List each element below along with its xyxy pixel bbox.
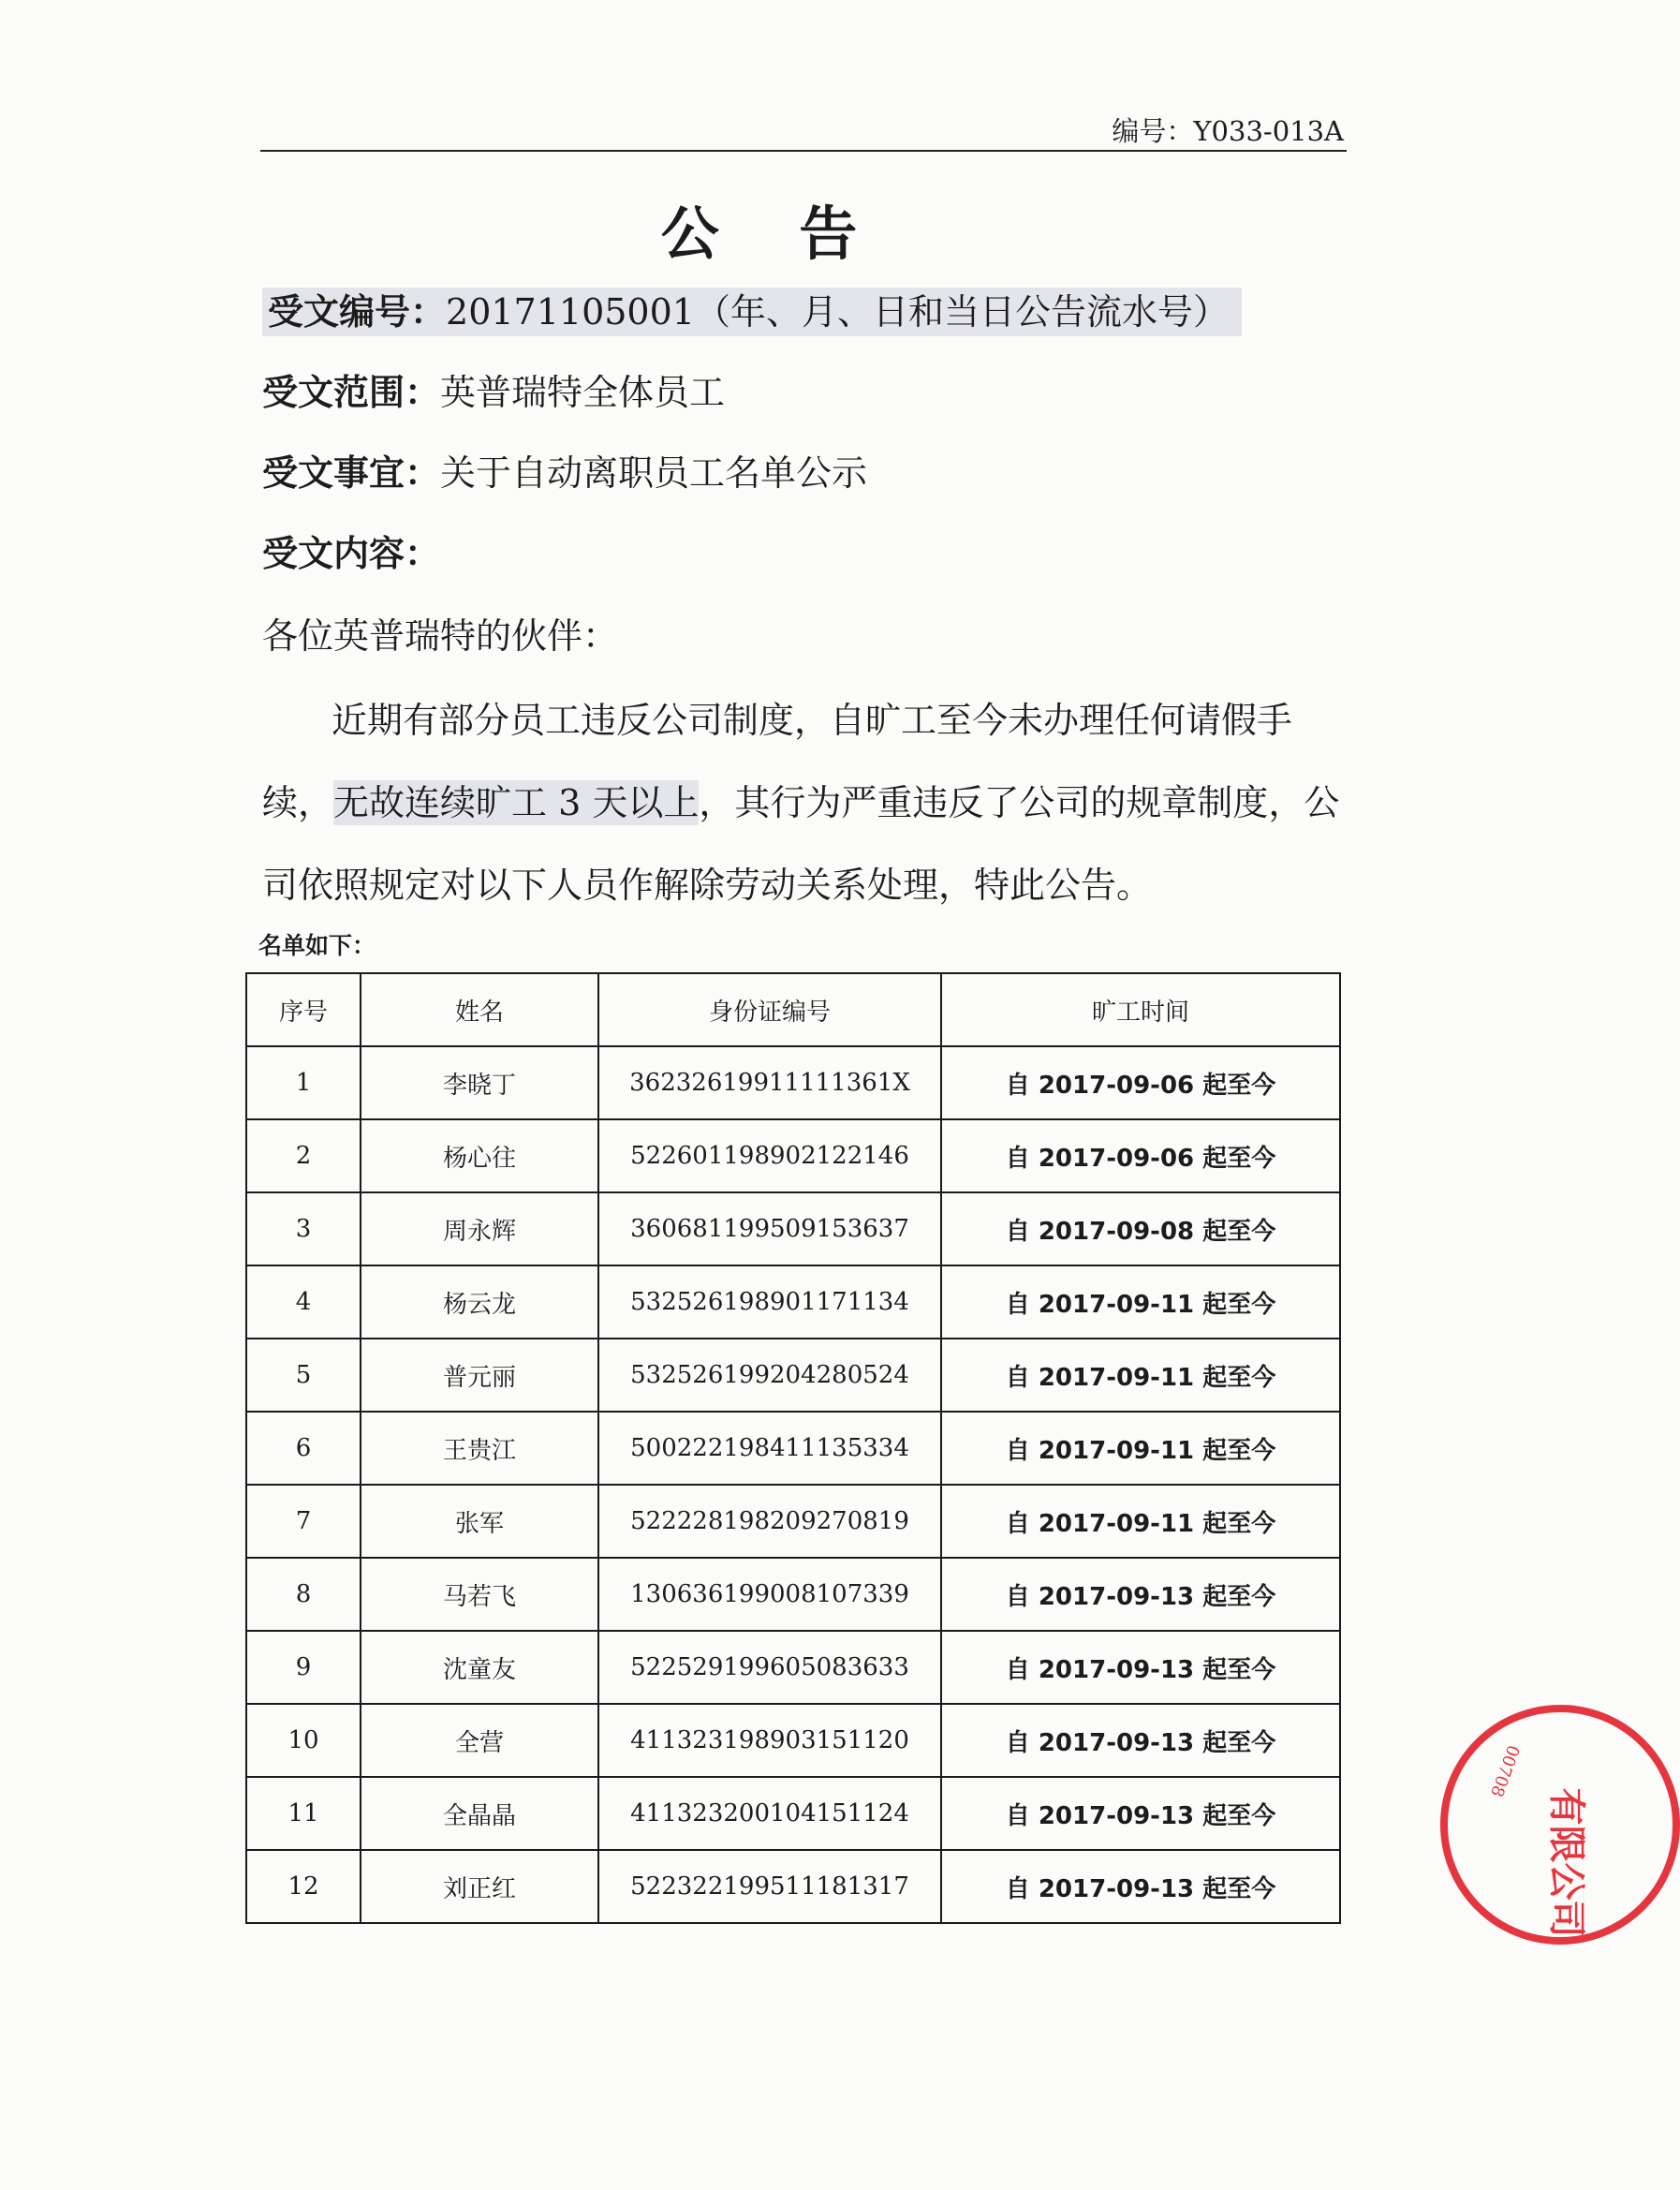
cell-index: 12: [246, 1850, 361, 1923]
cell-id-number: 36232619911111361X: [598, 1046, 941, 1119]
cell-name: 刘正红: [361, 1850, 598, 1923]
list-title: 名单如下：: [258, 932, 376, 959]
table-row: [246, 1265, 1340, 1339]
cell-index: 3: [246, 1192, 361, 1265]
cell-name: 杨心往: [361, 1119, 598, 1192]
scope-value: 英普瑞特全体员工: [440, 372, 726, 413]
body-line-3: 司依照规定对以下人员作解除劳动关系处理，特此公告。: [262, 865, 1153, 906]
cell-index: 1: [246, 1046, 361, 1119]
doc-id-highlight: [262, 288, 1242, 336]
cell-index: 9: [246, 1631, 361, 1704]
header-index: 序号: [246, 973, 361, 1046]
cell-absence-time: 自 2017-09-11 起至今: [941, 1412, 1340, 1485]
table-row: [246, 1558, 1340, 1631]
cell-absence-time: 自 2017-09-13 起至今: [941, 1850, 1340, 1923]
cell-name: 全晶晶: [361, 1777, 598, 1850]
cell-id-number: 522228198209270819: [598, 1485, 941, 1558]
header-rule: [260, 150, 1347, 152]
cell-name: 杨云龙: [361, 1265, 598, 1339]
cell-index: 5: [246, 1339, 361, 1412]
cell-absence-time: 自 2017-09-11 起至今: [941, 1339, 1340, 1412]
cell-name: 周永辉: [361, 1192, 598, 1265]
cell-index: 4: [246, 1265, 361, 1339]
cell-index: 2: [246, 1119, 361, 1192]
matter-value: 关于自动离职员工名单公示: [440, 452, 868, 494]
doc-id-label: 受文编号：: [268, 290, 447, 333]
cell-absence-time: 自 2017-09-08 起至今: [941, 1192, 1340, 1265]
cell-id-number: 532526198901171134: [598, 1265, 941, 1339]
table-row: [246, 1631, 1340, 1704]
cell-absence-time: 自 2017-09-13 起至今: [941, 1631, 1340, 1704]
page-title: 公 告: [660, 200, 888, 268]
cell-index: 11: [246, 1777, 361, 1850]
cell-id-number: 532526199204280524: [598, 1339, 941, 1412]
cell-id-number: 522322199511181317: [598, 1850, 941, 1923]
table-row: [246, 1704, 1340, 1777]
cell-name: 张军: [361, 1485, 598, 1558]
cell-index: 6: [246, 1412, 361, 1485]
cell-absence-time: 自 2017-09-13 起至今: [941, 1777, 1340, 1850]
cell-name: 沈童友: [361, 1631, 598, 1704]
cell-absence-time: 自 2017-09-13 起至今: [941, 1558, 1340, 1631]
table-row: [246, 1412, 1340, 1485]
body-line-2-end: ，其行为严重违反了公司的规章制度，公: [699, 782, 1340, 823]
cell-absence-time: 自 2017-09-11 起至今: [941, 1485, 1340, 1558]
matter-label: 受文事宜：: [262, 451, 441, 494]
cell-name: 王贵江: [361, 1412, 598, 1485]
scope-label: 受文范围：: [262, 371, 441, 413]
seal-text: 有限公司: [1544, 1787, 1589, 1938]
cell-id-number: 411323200104151124: [598, 1777, 941, 1850]
cell-id-number: 411323198903151120: [598, 1704, 941, 1777]
document-number: 编号：Y033-013A: [1112, 115, 1344, 147]
body-line-1: 近期有部分员工违反公司制度，自旷工至今未办理任何请假手: [332, 700, 1293, 741]
cell-name: 李晓丁: [361, 1046, 598, 1119]
cell-absence-time: 自 2017-09-13 起至今: [941, 1704, 1340, 1777]
table-header-row: [246, 973, 1340, 1046]
table-row: [246, 1119, 1340, 1192]
header-absence-time: 旷工时间: [941, 973, 1340, 1046]
cell-index: 7: [246, 1485, 361, 1558]
cell-id-number: 360681199509153637: [598, 1192, 941, 1265]
cell-name: 普元丽: [361, 1339, 598, 1412]
cell-absence-time: 自 2017-09-06 起至今: [941, 1119, 1340, 1192]
table-row: [246, 1485, 1340, 1558]
table-row: [246, 1192, 1340, 1265]
cell-index: 8: [246, 1558, 361, 1631]
table-row: [246, 1046, 1340, 1119]
greeting: 各位英普瑞特的伙伴：: [262, 615, 619, 657]
cell-name: 全营: [361, 1704, 598, 1777]
doc-id-row: [262, 283, 1242, 334]
cell-id-number: 500222198411135334: [598, 1412, 941, 1485]
body-line-2: [262, 774, 1339, 825]
header-name: 姓名: [361, 973, 598, 1046]
matter-row: [262, 444, 867, 496]
cell-id-number: 522529199605083633: [598, 1631, 941, 1704]
body-line-2-start: 续，: [262, 782, 334, 823]
table-row: [246, 1339, 1340, 1412]
scope-row: [262, 363, 725, 415]
cell-index: 10: [246, 1704, 361, 1777]
seal-code: 00708: [1485, 1742, 1524, 1799]
content-row: [262, 525, 440, 576]
cell-id-number: 130636199008107339: [598, 1558, 941, 1631]
cell-name: 马若飞: [361, 1558, 598, 1631]
table-row: [246, 1777, 1340, 1850]
table-row: [246, 1850, 1340, 1923]
cell-id-number: 522601198902122146: [598, 1119, 941, 1192]
content-label: 受文内容：: [262, 532, 441, 574]
employee-table: [245, 972, 1341, 1924]
cell-absence-time: 自 2017-09-06 起至今: [941, 1046, 1340, 1119]
doc-id-value: 20171105001（年、月、日和当日公告流水号）: [446, 291, 1229, 333]
header-id-number: 身份证编号: [598, 973, 941, 1046]
cell-absence-time: 自 2017-09-11 起至今: [941, 1265, 1340, 1339]
body-line-2-highlight: 无故连续旷工 3 天以上: [333, 782, 700, 823]
